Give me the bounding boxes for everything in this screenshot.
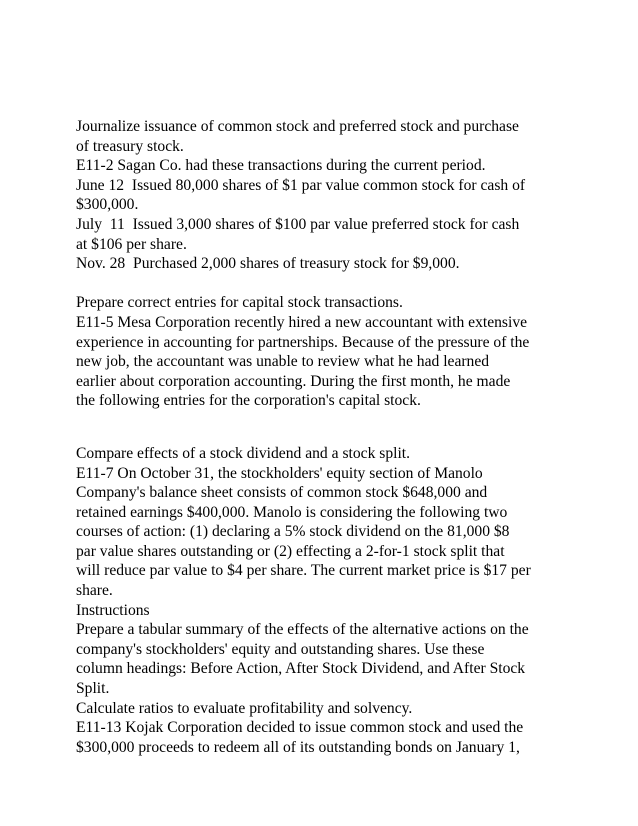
- objective-heading: Journalize issuance of common stock and preferred stock and purchase: [76, 118, 519, 135]
- exercise-e11-5-text: new job, the accountant was unable to review what he had learned: [76, 353, 490, 371]
- exercise-e11-5-text: experience in accounting for partnerships. Because of the pressure of the: [76, 333, 530, 351]
- exercise-e11-7-text: par value shares outstanding or (2) effecting a 2-for-1 stock split that: [76, 542, 505, 560]
- exercise-e11-13-text: E11-13 Kojak Corporation decided to issue common stock and used the: [76, 719, 524, 737]
- transaction-july-11-cont: at $106 per share.: [76, 235, 187, 253]
- instructions-text: column headings: Before Action, After Stock Dividend, and After Stock: [76, 660, 526, 678]
- objective-heading: Prepare correct entries for capital stock transactions.: [76, 294, 403, 312]
- document-body: [76, 117, 566, 757]
- exercise-e11-2-intro: E11-2 Sagan Co. had these transactions during the current period.: [76, 157, 486, 175]
- exercise-e11-7-text: will reduce par value to $4 per share. The current market price is $17 per: [76, 562, 531, 580]
- objective-heading: Calculate ratios to evaluate profitability and solvency.: [76, 699, 413, 717]
- exercise-e11-7-text: share.: [76, 582, 113, 600]
- transaction-july-11: July 11 Issued 3,000 shares of $100 par value preferred stock for cash: [76, 215, 520, 233]
- instructions-text: Split.: [76, 680, 110, 698]
- instructions-heading: Instructions: [76, 601, 150, 619]
- exercise-e11-7-text: Company's balance sheet consists of common stock $648,000 and: [76, 484, 488, 502]
- objective-heading: Compare effects of a stock dividend and a stock split.: [76, 444, 411, 462]
- transaction-june-12-cont: $300,000.: [76, 196, 139, 214]
- exercise-e11-7-text: retained earnings $400,000. Manolo is considering the following two: [76, 503, 508, 521]
- exercise-e11-7-text: E11-7 On October 31, the stockholders' equity section of Manolo: [76, 464, 483, 482]
- exercise-e11-5-text: the following entries for the corporation's capital stock.: [76, 392, 421, 410]
- section-capital-stock-entries: [76, 293, 566, 411]
- exercise-e11-7-text: courses of action: (1) declaring a 5% stock dividend on the 81,000 $8: [76, 523, 510, 541]
- exercise-e11-5-text: earlier about corporation accounting. During the first month, he made: [76, 372, 511, 390]
- transaction-june-12: June 12 Issued 80,000 shares of $1 par value common stock for cash of: [76, 176, 526, 194]
- spacer: [76, 411, 566, 444]
- instructions-text: company's stockholders' equity and outstanding shares. Use these: [76, 640, 485, 658]
- exercise-e11-5-text: E11-5 Mesa Corporation recently hired a new accountant with extensive: [76, 313, 528, 331]
- section-treasury-stock: [76, 117, 566, 274]
- exercise-e11-13-text: $300,000 proceeds to redeem all of its outstanding bonds on January 1,: [76, 738, 520, 756]
- section-stock-dividend-split: [76, 444, 566, 699]
- spacer: [76, 274, 566, 294]
- instructions-text: Prepare a tabular summary of the effects of the alternative actions on the: [76, 621, 529, 639]
- section-ratios: [76, 699, 566, 758]
- objective-heading-cont: of treasury stock.: [76, 137, 184, 155]
- transaction-nov-28: Nov. 28 Purchased 2,000 shares of treasury stock for $9,000.: [76, 255, 460, 273]
